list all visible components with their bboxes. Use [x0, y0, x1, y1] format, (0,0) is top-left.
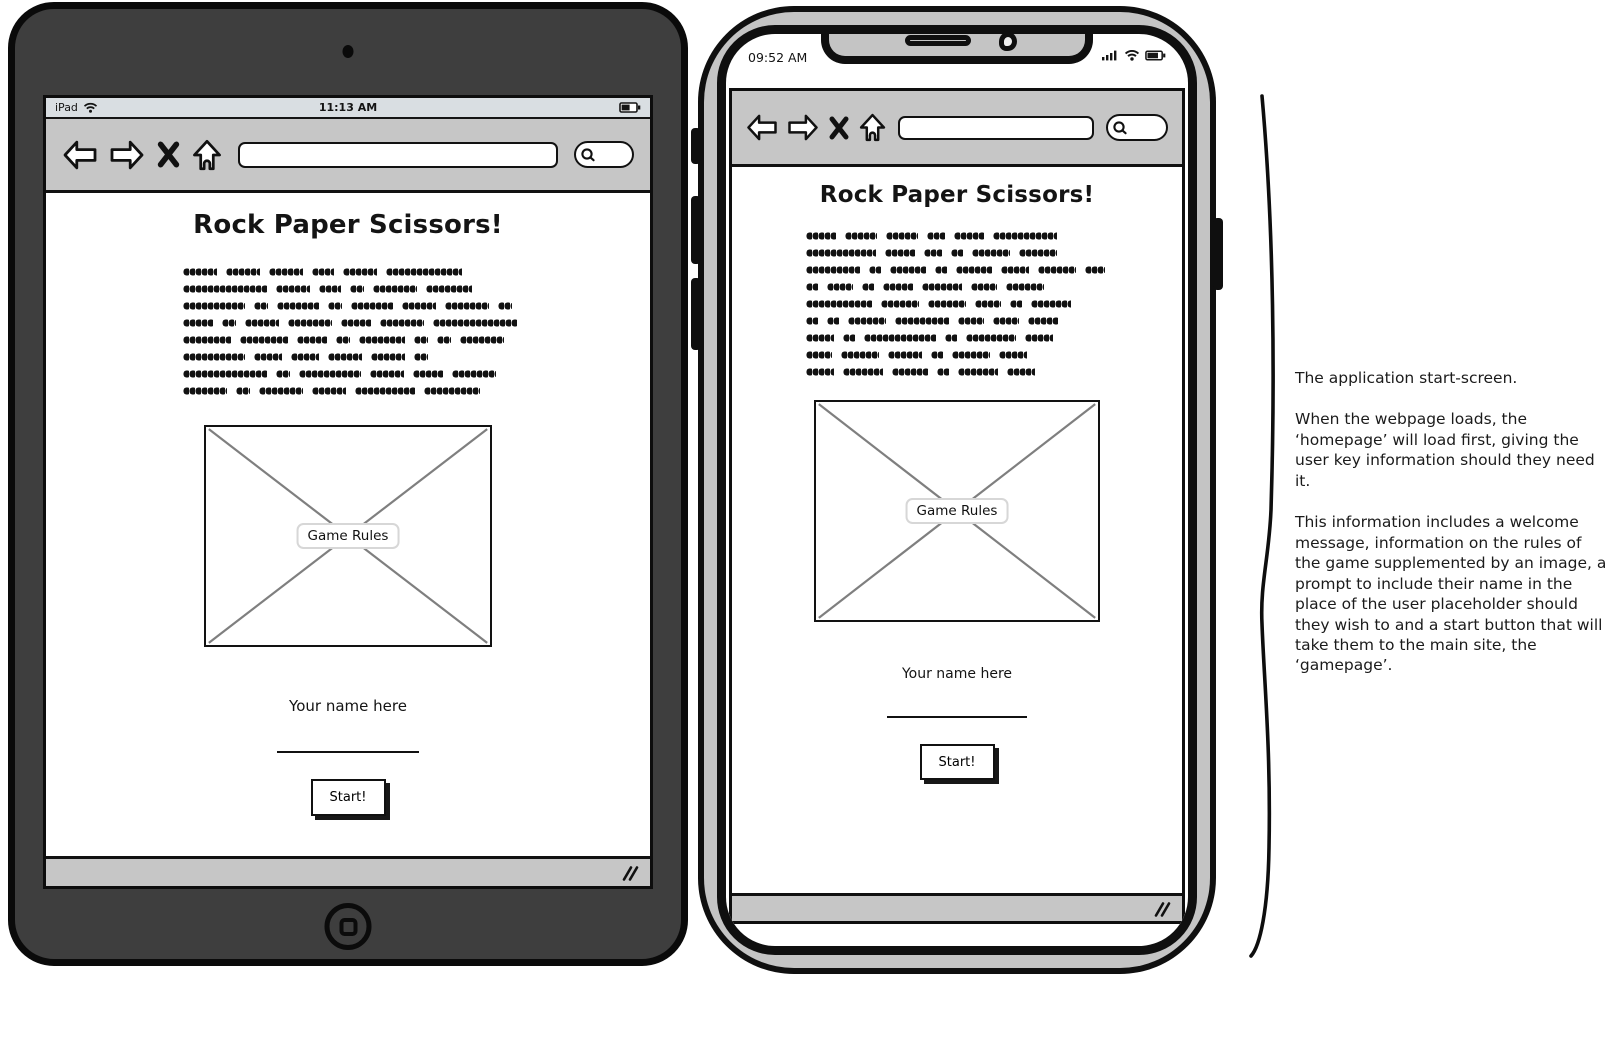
name-input-line[interactable] [887, 716, 1027, 718]
tablet-device [8, 2, 688, 966]
phone-mute-switch[interactable] [691, 128, 701, 164]
name-prompt-label: Your name here [289, 697, 407, 715]
search-icon [1112, 120, 1128, 136]
image-label: Game Rules [297, 523, 400, 549]
url-input[interactable] [898, 116, 1094, 140]
tablet-home-button[interactable] [325, 903, 372, 950]
device-label: iPad [55, 101, 78, 114]
phone-notch [821, 32, 1093, 64]
phone-volume-up-button[interactable] [691, 196, 701, 264]
stop-icon[interactable] [156, 141, 181, 168]
phone-browser-toolbar [732, 91, 1182, 167]
battery-icon [1145, 50, 1166, 61]
home-button[interactable] [859, 113, 886, 142]
tablet-browser-window [43, 95, 653, 889]
back-button[interactable] [62, 140, 98, 170]
speaker-icon [905, 35, 971, 46]
wifi-icon [1124, 49, 1140, 61]
status-time: 09:52 AM [748, 50, 808, 65]
annotation-paragraph: When the webpage loads, the ‘homepage’ will load first, giving the user key information should they need it. [1295, 410, 1595, 490]
home-button[interactable] [192, 139, 222, 171]
page-title: Rock Paper Scissors! [193, 210, 503, 240]
wifi-icon [83, 102, 98, 113]
browser-bottom-bar [46, 856, 650, 886]
start-button[interactable]: Start! [920, 744, 995, 780]
phone-volume-down-button[interactable] [691, 278, 701, 350]
phone-screen [717, 25, 1197, 955]
status-time: 11:13 AM [318, 101, 378, 114]
phone-page-content [732, 167, 1182, 893]
search-field[interactable] [1106, 114, 1168, 141]
image-placeholder [204, 425, 492, 647]
tablet-status-bar [46, 98, 650, 119]
search-icon [580, 147, 596, 163]
back-button[interactable] [746, 114, 778, 141]
forward-button[interactable] [787, 114, 819, 141]
phone-bezel [704, 12, 1210, 968]
stop-icon[interactable] [828, 116, 850, 140]
welcome-text-placeholder [806, 232, 1108, 376]
welcome-text-placeholder [183, 268, 513, 395]
tablet-page-content [46, 193, 650, 856]
browser-bottom-bar [732, 893, 1182, 921]
name-prompt-label: Your name here [901, 666, 1013, 682]
start-button[interactable]: Start! [311, 779, 386, 816]
home-button-square [339, 918, 357, 936]
resize-handle-icon [621, 863, 640, 882]
phone-device [698, 6, 1216, 974]
tablet-camera-dot [343, 45, 354, 58]
annotation-paragraph: The application start-screen. [1295, 369, 1518, 387]
page-title: Rock Paper Scissors! [819, 182, 1095, 208]
image-placeholder [814, 400, 1100, 622]
resize-handle-icon [1153, 899, 1172, 918]
annotation-note [1295, 368, 1607, 697]
phone-browser-window [729, 88, 1185, 924]
forward-button[interactable] [109, 140, 145, 170]
camera-icon [999, 32, 1017, 51]
annotation-brace-line [1244, 90, 1284, 964]
signal-icon [1102, 49, 1119, 61]
url-input[interactable] [238, 142, 558, 168]
image-label: Game Rules [906, 498, 1009, 524]
tablet-browser-toolbar [46, 119, 650, 193]
phone-power-button[interactable] [1213, 218, 1223, 290]
annotation-paragraph: This information includes a welcome message, information on the rules of the game supplemented by an image, a prompt to include their name in the place of the user placeholder should they wish to and a start button that will take them to the main site, the ‘gamepage’. [1295, 513, 1607, 675]
battery-icon [619, 102, 641, 113]
name-input-line[interactable] [277, 751, 419, 753]
search-field[interactable] [574, 141, 634, 168]
